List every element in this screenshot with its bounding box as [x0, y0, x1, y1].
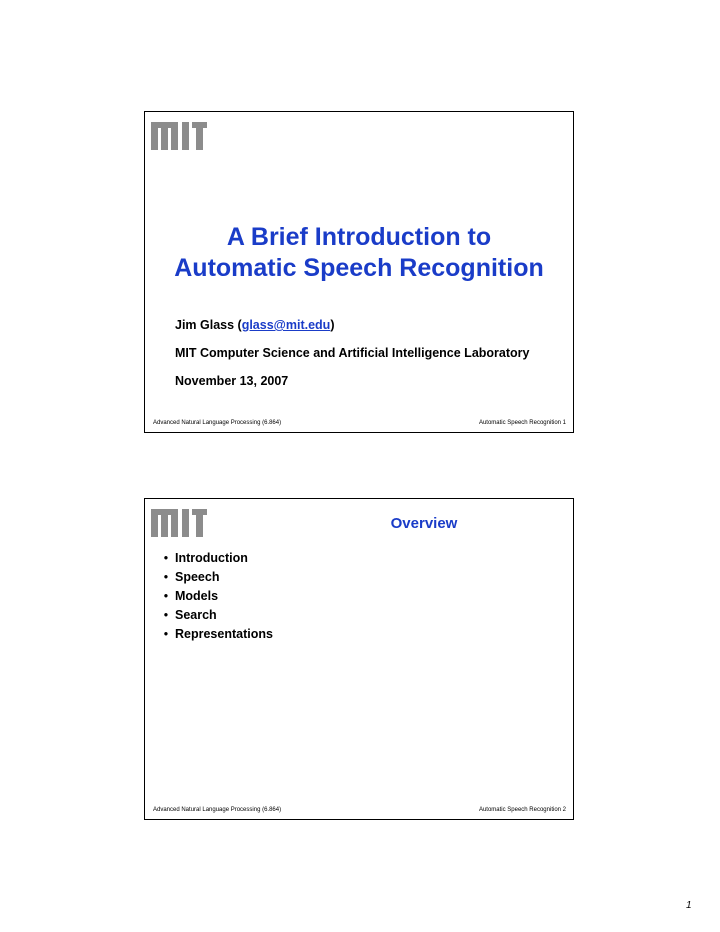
presentation-date: November 13, 2007 — [175, 374, 289, 388]
footer-slide-label: Automatic Speech Recognition 1 — [478, 420, 566, 426]
mit-logo-graphic — [151, 118, 207, 154]
bullet-icon: • — [163, 589, 169, 603]
slide-overview — [144, 498, 574, 820]
list-item: • Models — [157, 587, 273, 606]
bullet-icon: • — [163, 570, 169, 584]
affiliation: MIT Computer Science and Artificial Intelligence Laboratory — [175, 346, 530, 360]
footer-course: Advanced Natural Language Processing (6.864) — [153, 807, 282, 813]
presentation-title — [145, 222, 573, 284]
mit-logo — [151, 505, 207, 541]
title-line-2: Automatic Speech Recognition — [174, 254, 544, 282]
page-number: 1 — [686, 900, 692, 911]
slide-title — [144, 111, 574, 433]
overview-list — [157, 549, 273, 644]
author-email-link[interactable]: glass@mit.edu — [241, 318, 331, 332]
bullet-icon: • — [163, 551, 169, 565]
author-close-paren: ) — [330, 318, 335, 332]
overview-heading: Overview — [390, 515, 458, 532]
title-line-1: A Brief Introduction to — [226, 223, 492, 251]
mit-logo-graphic — [151, 505, 207, 541]
list-item: • Speech — [157, 568, 273, 587]
list-item: • Representations — [157, 625, 273, 644]
footer-course: Advanced Natural Language Processing (6.864) — [153, 420, 282, 426]
list-item: • Introduction — [157, 549, 273, 568]
author-line — [175, 318, 334, 332]
list-item: • Search — [157, 606, 273, 625]
author-name: Jim Glass ( — [175, 318, 242, 332]
footer-slide-label: Automatic Speech Recognition 2 — [478, 807, 566, 813]
mit-logo — [151, 118, 207, 154]
bullet-icon: • — [163, 627, 169, 641]
bullet-icon: • — [163, 608, 169, 622]
